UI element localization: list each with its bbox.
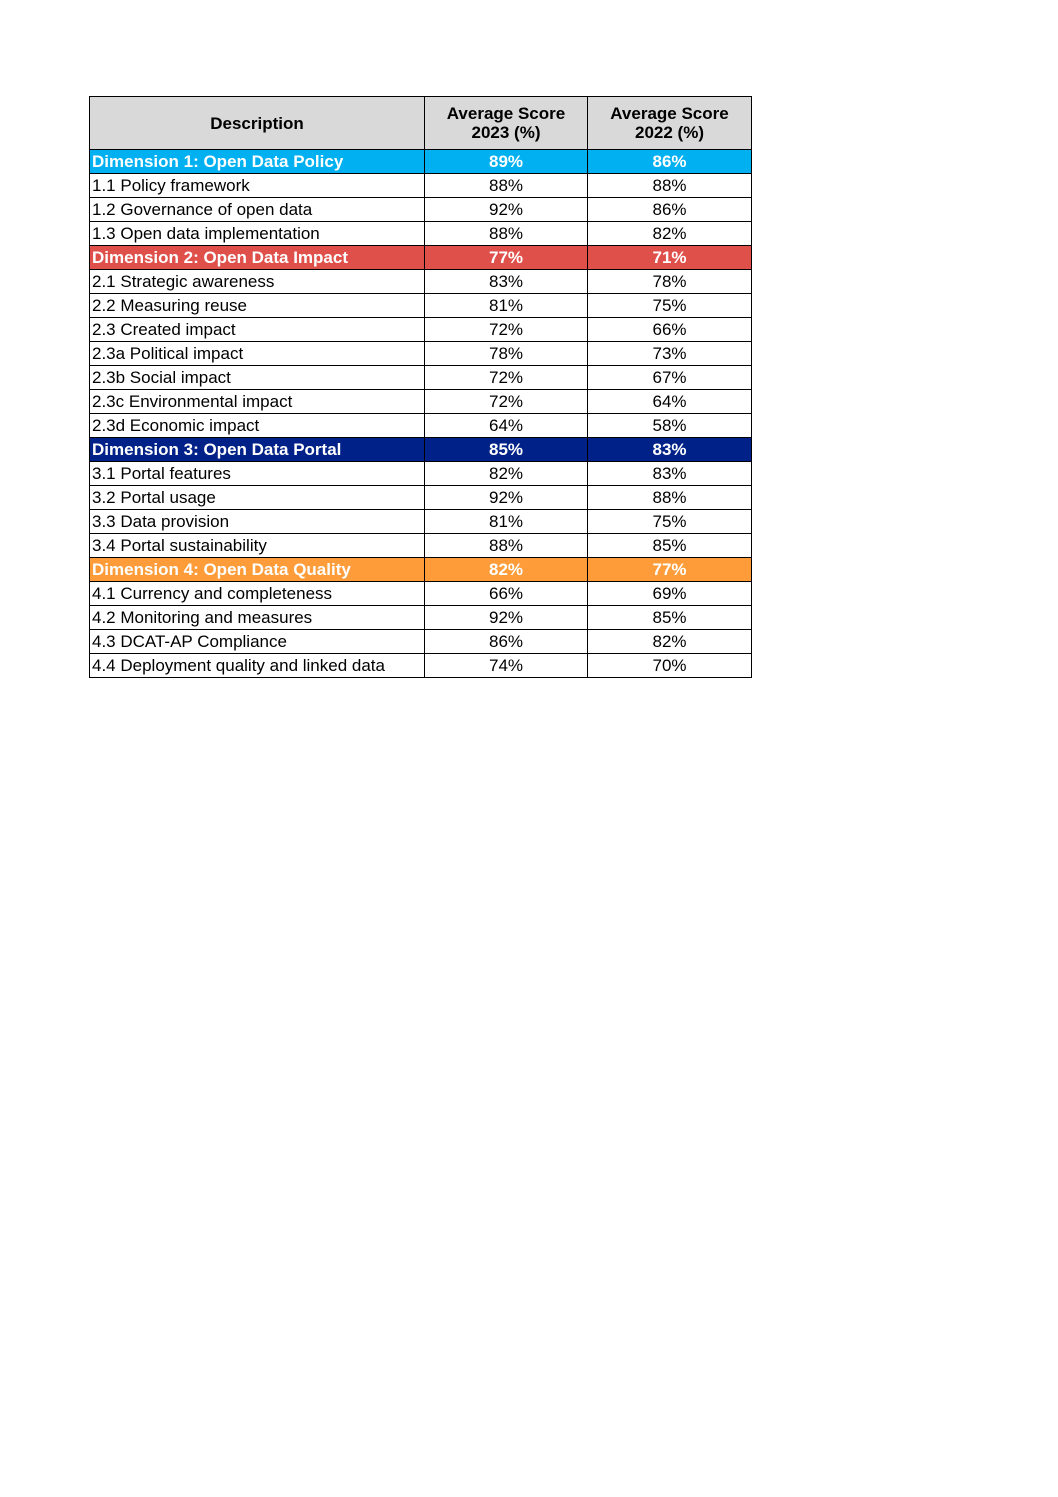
table-header-row bbox=[90, 97, 752, 150]
table-row bbox=[90, 342, 752, 366]
row-description: 3.3 Data provision bbox=[90, 510, 425, 534]
row-score-2023: 82% bbox=[425, 462, 588, 486]
row-description: 3.1 Portal features bbox=[90, 462, 425, 486]
row-score-2022: 88% bbox=[588, 174, 752, 198]
row-score-2022: 67% bbox=[588, 366, 752, 390]
row-description: 2.3 Created impact bbox=[90, 318, 425, 342]
row-description: 3.2 Portal usage bbox=[90, 486, 425, 510]
table-row bbox=[90, 318, 752, 342]
row-score-2023: 81% bbox=[425, 294, 588, 318]
row-score-2022: 71% bbox=[588, 246, 752, 270]
row-score-2023: 64% bbox=[425, 414, 588, 438]
row-description: 1.2 Governance of open data bbox=[90, 198, 425, 222]
row-description: 2.3d Economic impact bbox=[90, 414, 425, 438]
row-description: Dimension 3: Open Data Portal bbox=[90, 438, 425, 462]
table-row bbox=[90, 222, 752, 246]
dimension-row bbox=[90, 150, 752, 174]
row-score-2023: 86% bbox=[425, 630, 588, 654]
row-score-2023: 89% bbox=[425, 150, 588, 174]
row-score-2022: 75% bbox=[588, 510, 752, 534]
row-score-2023: 77% bbox=[425, 246, 588, 270]
header-score-2023: Average Score 2023 (%) bbox=[425, 97, 588, 150]
row-score-2023: 88% bbox=[425, 174, 588, 198]
row-score-2023: 88% bbox=[425, 222, 588, 246]
row-description: 4.4 Deployment quality and linked data bbox=[90, 654, 425, 678]
row-description: Dimension 4: Open Data Quality bbox=[90, 558, 425, 582]
table-row bbox=[90, 294, 752, 318]
row-score-2022: 88% bbox=[588, 486, 752, 510]
row-score-2023: 82% bbox=[425, 558, 588, 582]
score-table bbox=[89, 96, 752, 678]
row-score-2023: 72% bbox=[425, 390, 588, 414]
row-score-2023: 78% bbox=[425, 342, 588, 366]
row-score-2023: 88% bbox=[425, 534, 588, 558]
row-score-2023: 81% bbox=[425, 510, 588, 534]
table-row bbox=[90, 198, 752, 222]
table-row bbox=[90, 534, 752, 558]
row-description: 2.3c Environmental impact bbox=[90, 390, 425, 414]
table-row bbox=[90, 174, 752, 198]
table-body bbox=[90, 150, 752, 678]
row-description: 2.3a Political impact bbox=[90, 342, 425, 366]
row-score-2022: 73% bbox=[588, 342, 752, 366]
row-score-2023: 92% bbox=[425, 606, 588, 630]
row-score-2022: 75% bbox=[588, 294, 752, 318]
row-score-2022: 83% bbox=[588, 462, 752, 486]
row-score-2023: 74% bbox=[425, 654, 588, 678]
table-row bbox=[90, 630, 752, 654]
row-score-2022: 83% bbox=[588, 438, 752, 462]
row-score-2022: 85% bbox=[588, 606, 752, 630]
table-row bbox=[90, 510, 752, 534]
table-row bbox=[90, 654, 752, 678]
row-description: 2.3b Social impact bbox=[90, 366, 425, 390]
row-score-2022: 86% bbox=[588, 198, 752, 222]
dimension-row bbox=[90, 438, 752, 462]
row-score-2022: 70% bbox=[588, 654, 752, 678]
row-score-2022: 82% bbox=[588, 630, 752, 654]
row-score-2023: 72% bbox=[425, 318, 588, 342]
row-score-2022: 85% bbox=[588, 534, 752, 558]
row-score-2022: 69% bbox=[588, 582, 752, 606]
table-row bbox=[90, 462, 752, 486]
row-score-2023: 92% bbox=[425, 486, 588, 510]
table-row bbox=[90, 366, 752, 390]
row-description: 2.2 Measuring reuse bbox=[90, 294, 425, 318]
header-description: Description bbox=[90, 97, 425, 150]
row-score-2022: 64% bbox=[588, 390, 752, 414]
row-score-2023: 85% bbox=[425, 438, 588, 462]
row-score-2023: 92% bbox=[425, 198, 588, 222]
row-description: Dimension 2: Open Data Impact bbox=[90, 246, 425, 270]
row-description: 4.3 DCAT-AP Compliance bbox=[90, 630, 425, 654]
row-description: 4.2 Monitoring and measures bbox=[90, 606, 425, 630]
row-score-2022: 82% bbox=[588, 222, 752, 246]
table-row bbox=[90, 414, 752, 438]
row-score-2022: 66% bbox=[588, 318, 752, 342]
dimension-row bbox=[90, 246, 752, 270]
table-row bbox=[90, 606, 752, 630]
row-score-2023: 83% bbox=[425, 270, 588, 294]
table-row bbox=[90, 582, 752, 606]
row-description: 1.1 Policy framework bbox=[90, 174, 425, 198]
row-score-2023: 66% bbox=[425, 582, 588, 606]
row-score-2022: 77% bbox=[588, 558, 752, 582]
table-row bbox=[90, 486, 752, 510]
row-score-2022: 86% bbox=[588, 150, 752, 174]
row-score-2022: 78% bbox=[588, 270, 752, 294]
header-score-2022: Average Score 2022 (%) bbox=[588, 97, 752, 150]
row-description: 3.4 Portal sustainability bbox=[90, 534, 425, 558]
dimension-row bbox=[90, 558, 752, 582]
row-description: 2.1 Strategic awareness bbox=[90, 270, 425, 294]
row-description: 1.3 Open data implementation bbox=[90, 222, 425, 246]
row-score-2023: 72% bbox=[425, 366, 588, 390]
row-score-2022: 58% bbox=[588, 414, 752, 438]
row-description: 4.1 Currency and completeness bbox=[90, 582, 425, 606]
table-row bbox=[90, 270, 752, 294]
table-row bbox=[90, 390, 752, 414]
row-description: Dimension 1: Open Data Policy bbox=[90, 150, 425, 174]
